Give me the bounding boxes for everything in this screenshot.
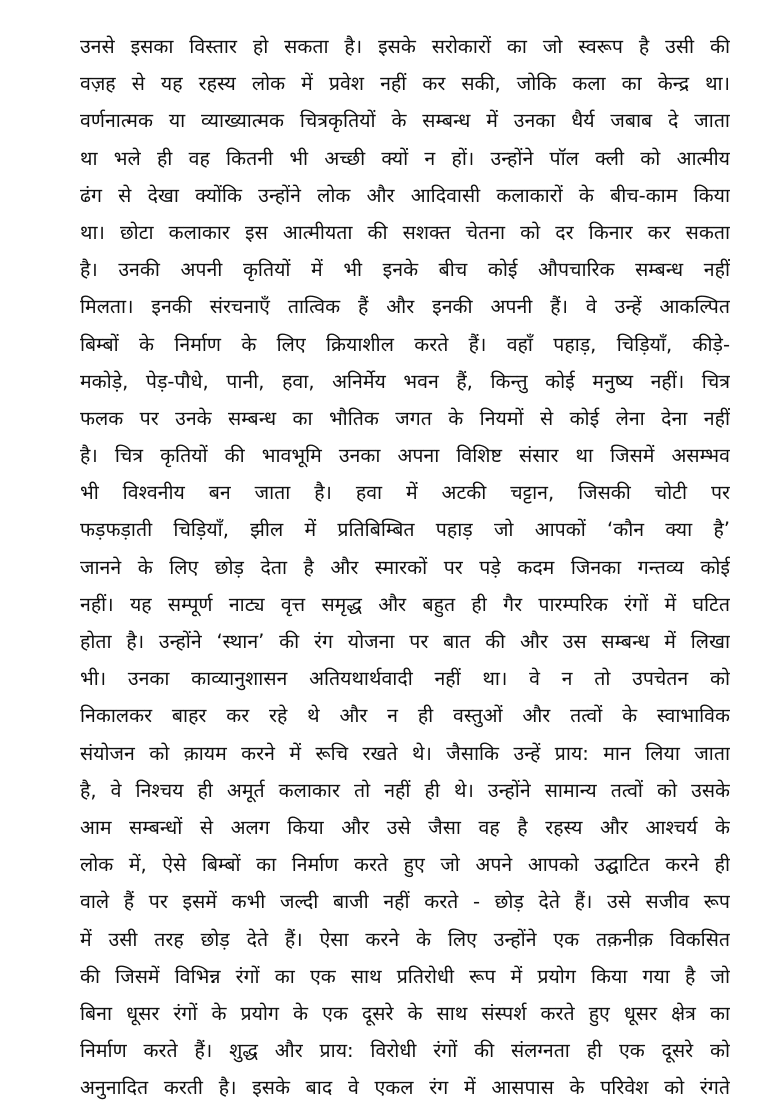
text-line: में उसी तरह छोड़ देते हैं। ऐसा करने के लिए उन्होंने एक तक़नीक़ विकसित	[80, 927, 730, 951]
text-line: मकोड़े, पेड़-पौधे, पानी, हवा, अनिर्मेय भवन हैं, किन्तु कोई मनुष्य नहीं। चित्र	[80, 369, 730, 393]
text-line: बिना धूसर रंगों के प्रयोग के एक दूसरे के साथ संस्पर्श करते हुए धूसर क्षेत्र का	[80, 1001, 730, 1025]
text-line: वज़ह से यह रहस्य लोक में प्रवेश नहीं कर सकी, जोकि कला का केन्द्र था।	[80, 72, 730, 96]
text-line: निकालकर बाहर कर रहे थे और न ही वस्तुओं और तत्वों के स्वाभाविक	[80, 704, 730, 728]
text-line: फलक पर उनके सम्बन्ध का भौतिक जगत के नियमों से कोई लेना देना नहीं	[80, 406, 730, 430]
text-line: होता है। उन्होंने ‘स्थान’ की रंग योजना पर बात की और उस सम्बन्ध में लिखा	[80, 630, 730, 653]
text-line: वाले हैं पर इसमें कभी जल्दी बाजी नहीं करते - छोड़ देते हैं। उसे सजीव रूप	[80, 890, 730, 914]
text-line: संयोजन को क़ायम करने में रूचि रखते थे। जैसाकि उन्हें प्राय: मान लिया जाता	[80, 741, 730, 765]
text-line: भी। उनका काव्यानुशासन अतियथार्थवादी नहीं था। वे न तो उपचेतन को	[80, 667, 730, 691]
text-line: फड़फड़ाती चिड़ियाँ, झील में प्रतिबिम्बित पहाड़ जो आपकों ‘कौन क्या है’	[80, 518, 730, 542]
text-line: था। छोटा कलाकार इस आत्मीयता की सशक्त चेतना को दर किनार कर सकता	[80, 220, 730, 244]
text-line: उनसे इसका विस्तार हो सकता है। इसके सरोकारों का जो स्वरूप है उसी की	[80, 35, 730, 58]
text-line: जानने के लिए छोड़ देता है और स्मारकों पर पड़े कदम जिनका गन्तव्य कोई	[80, 555, 730, 579]
text-line: वर्णनात्मक या व्याख्यात्मक चित्रकृतियों के सम्बन्ध में उनका धैर्य जबाब दे जाता	[80, 109, 730, 133]
body-text	[80, 28, 730, 1106]
text-line: है, वे निश्चय ही अमूर्त कलाकार तो नहीं ही थे। उन्होंने सामान्य तत्वों को उसके	[80, 778, 730, 802]
text-line: मिलता। इनकी संरचनाएँ तात्विक हैं और इनकी अपनी हैं। वे उन्हें आकल्पित	[80, 295, 730, 319]
text-line: की जिसमें विभिन्न रंगों का एक साथ प्रतिरोधी रूप में प्रयोग किया गया है जो	[80, 964, 730, 988]
text-line: भी विश्वनीय बन जाता है। हवा में अटकी चट्टान, जिसकी चोटी पर	[80, 481, 730, 505]
text-line: है। चित्र कृतियों की भावभूमि उनका अपना विशिष्ट संसार था जिसमें असम्भव	[80, 444, 730, 468]
text-line: था भले ही वह कितनी भी अच्छी क्यों न हों। उन्होंने पॉल क्ली को आत्मीय	[80, 146, 730, 170]
text-line: लोक में, ऐसे बिम्बों का निर्माण करते हुए जो अपने आपको उद्घाटित करने ही	[80, 853, 730, 877]
text-line: बिम्बों के निर्माण के लिए क्रियाशील करते हैं। वहाँ पहाड़, चिड़ियाँ, कीड़े-	[80, 332, 730, 356]
text-line: निर्माण करते हैं। शुद्ध और प्राय: विरोधी रंगों की संलग्नता ही एक दूसरे को	[80, 1039, 730, 1063]
text-line: आम सम्बन्धों से अलग किया और उसे जैसा वह है रहस्य और आश्चर्य के	[80, 815, 730, 839]
text-line: अनुनादित करती है। इसके बाद वे एकल रंग में आसपास के परिवेश को रंगते	[80, 1076, 730, 1100]
text-line: ढंग से देखा क्योंकि उन्होंने लोक और आदिवासी कलाकारों के बीच-काम किया	[80, 183, 730, 207]
text-line: नहीं। यह सम्पूर्ण नाट्य वृत्त समृद्ध और बहुत ही गैर पारम्परिक रंगों में घटित	[80, 592, 730, 616]
text-line: है। उनकी अपनी कृतियों में भी इनके बीच कोई औपचारिक सम्बन्ध नहीं	[80, 258, 730, 282]
